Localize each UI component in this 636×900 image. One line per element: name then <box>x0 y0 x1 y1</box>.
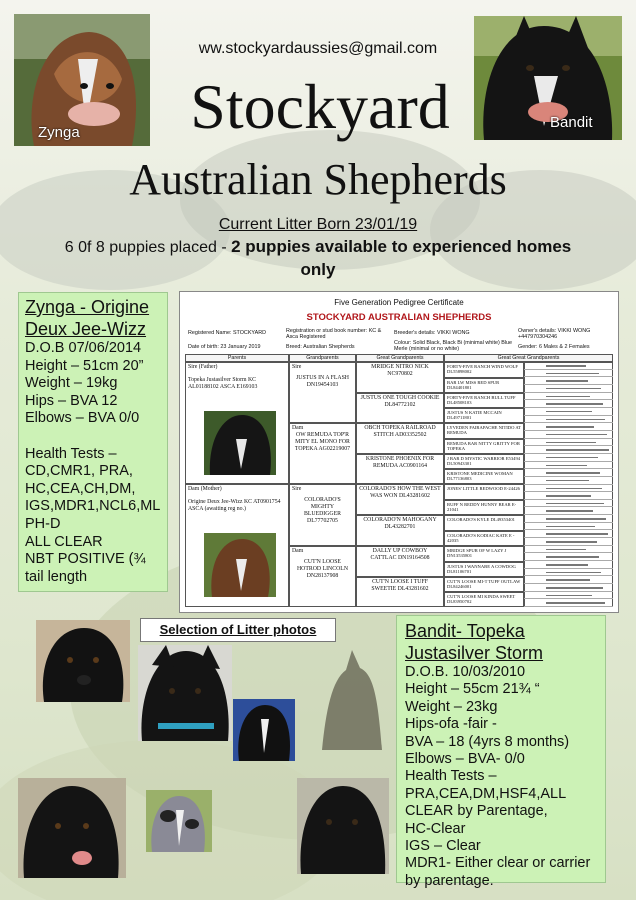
fifth-generation-row <box>524 500 613 508</box>
fifth-generation-text-line <box>546 434 607 436</box>
colour-info: Colour: Solid Black, Black Bi (minimal white) Blue Merle (minimal or no white) <box>394 340 513 353</box>
title-stockyard: Stockyard <box>190 71 450 142</box>
bandit-line: Elbows – BVA- 0/0 <box>405 751 525 768</box>
fifth-generation-row <box>524 492 613 500</box>
great-great-grandparent-cell: COLORADO'S KYLE DL49353401 <box>444 515 524 531</box>
zynga-line: tail length <box>25 568 88 585</box>
grandparent-name: CUT'N LOOSE HOTROD LINCOLN DN28137908 <box>296 559 349 579</box>
great-great-grandparent-cell: MRIDGE SPUR OF W LAZY J DN13535801 <box>444 546 524 562</box>
puppy-photo <box>233 699 295 761</box>
grandparent-cell <box>289 362 356 423</box>
fifth-generation-row <box>524 454 613 462</box>
bandit-line: MDR1- Either clear or carrier <box>405 855 591 872</box>
fifth-generation-text-line <box>546 480 589 482</box>
grandparent-cell <box>289 546 356 607</box>
grandparent-cell <box>289 484 356 546</box>
great-grandparent-cell: COLORADO'N MAHOGANY DL43282701 <box>356 515 444 546</box>
fifth-generation-text-line <box>546 442 596 444</box>
great-grandparent-cell: JUSTUS ONE TOUGH COOKIE DL84772102 <box>356 393 444 423</box>
bandit-line: Health Tests – <box>405 768 497 785</box>
great-grandparent-cell: OBCH TOPEKA RAILROAD STITCH AD03352502 <box>356 423 444 454</box>
fifth-generation-row <box>524 377 613 385</box>
bandit-line: IGS – Clear <box>405 838 481 855</box>
breeder-info: Breeder's details: VIKKI WONG <box>394 330 470 336</box>
date-of-birth: Date of birth: 23 January 2019 <box>188 344 261 350</box>
zynga-line: NBT POSITIVE (¾ <box>25 551 146 568</box>
fifth-generation-text-line <box>546 503 604 505</box>
zynga-info-box <box>18 292 168 592</box>
great-grandparent-cell: COLORADO'S HOW THE WEST WAS WON DL43281602 <box>356 484 444 515</box>
fifth-generation-text-line <box>546 602 605 604</box>
certificate-title: Five Generation Pedigree Certificate <box>334 298 464 307</box>
email-address: ww.stockyardaussies@gmail.com <box>198 40 438 57</box>
bandit-line: Hips-ofa -fair - <box>405 716 497 733</box>
fifth-generation-text-line <box>546 403 603 405</box>
fifth-generation-row <box>524 561 613 569</box>
fifth-generation-row <box>524 446 613 454</box>
grandparent-cell <box>289 423 356 484</box>
fifth-generation-row <box>524 515 613 523</box>
fifth-generation-row <box>524 370 613 378</box>
available-text: 2 puppies available to experienced homes only <box>231 237 572 279</box>
placed-text: 6 0f 8 puppies placed - <box>64 239 232 256</box>
zynga-line: Elbows – BVA 0/0 <box>25 410 140 427</box>
fifth-generation-row <box>524 469 613 477</box>
zynga-line: Health Tests – <box>25 445 117 462</box>
owner-info: Owner's details: VIKKI WONG +447970304246 <box>518 328 591 341</box>
zynga-line: D.O.B 07/06/2014 <box>25 340 142 356</box>
col-header-great-grandparents: Great Grandparents <box>356 354 444 362</box>
dam-cell <box>185 484 289 607</box>
zynga-caption: Zynga <box>38 124 80 141</box>
fifth-generation-row <box>524 416 613 424</box>
fifth-generation-row <box>524 400 613 408</box>
fifth-generation-row <box>524 553 613 561</box>
breed-info: Breed: Australian Shepherds <box>286 344 355 350</box>
fifth-generation-row <box>524 385 613 393</box>
grandparent-relation: Sire <box>292 486 302 492</box>
bandit-caption: Bandit <box>550 114 593 131</box>
fifth-generation-row <box>524 431 613 439</box>
fifth-generation-row <box>524 439 613 447</box>
great-great-grandparent-cell: KRISTONE MEDICINE WOMAN DL77136803 <box>444 469 524 484</box>
puppy-photo <box>297 778 389 874</box>
fifth-generation-text-line <box>546 472 600 474</box>
fifth-generation-text-line <box>546 579 590 581</box>
grandparent-name: COLORADO'S MIGHTY BLUEDIGGER DL77702705 <box>303 497 342 524</box>
litter-info <box>60 214 576 282</box>
grandparent-name: OW REMUDA TOP'R MITY EL MONO FOR TOPEKA AG02219007 <box>294 432 351 452</box>
fifth-generation-row <box>524 362 613 370</box>
sire-label: Sire (Father) <box>188 364 218 370</box>
bandit-line: by parentage. <box>405 872 494 889</box>
zynga-heading: Zynga - Origine Deux Jee-Wizz <box>25 297 150 339</box>
adult-dog-silhouette <box>312 640 392 760</box>
puppy-photo <box>36 620 130 702</box>
registration-info: Registration or stud book number: KC & Asca Registered <box>286 328 382 341</box>
fifth-generation-row <box>524 592 613 600</box>
great-great-grandparent-cell: RUFF N REDDY HUNNY BEAR E-21041 <box>444 500 524 516</box>
bandit-line: BVA – 18 (4yrs 8 months) <box>405 733 570 750</box>
col-header-great-great-grandparents: Great Great Grandparents <box>444 354 613 362</box>
great-grandparent-cell: DALLY UP COWBOY CATTLAC DN19164508 <box>356 546 444 577</box>
zynga-line: Height – 51cm 20” <box>25 357 144 374</box>
bandit-line: HC-Clear <box>405 820 466 837</box>
fifth-generation-text-line <box>546 396 590 398</box>
fifth-generation-row <box>524 538 613 546</box>
fifth-generation-row <box>524 485 613 493</box>
fifth-generation-text-line <box>546 465 587 467</box>
puppy-photo <box>18 778 126 878</box>
litter-photos-label: Selection of Litter photos <box>140 618 336 642</box>
col-header-grandparents: Grandparents <box>289 354 356 362</box>
fifth-generation-text-line <box>546 380 588 382</box>
great-great-grandparent-cell: JONES' LITTLE REDWOOD E-24426 <box>444 484 524 500</box>
fifth-generation-text-line <box>546 365 586 367</box>
fifth-generation-row <box>524 584 613 592</box>
registered-name: Registered Name: STOCKYARD <box>188 330 266 336</box>
fifth-generation-text-line <box>546 419 605 421</box>
fifth-generation-row <box>524 393 613 401</box>
fifth-generation-row <box>524 477 613 485</box>
bandit-info-box <box>396 615 606 889</box>
zynga-line: PH-D <box>25 515 61 532</box>
fifth-generation-text-line <box>546 541 597 543</box>
bandit-line: Weight – 23kg <box>405 698 498 715</box>
fifth-generation-text-line <box>546 549 586 551</box>
title-australian-shepherds: Australian Shepherds <box>129 155 507 204</box>
sire-cell <box>185 362 289 484</box>
fifth-generation-row <box>524 408 613 416</box>
fifth-generation-row <box>524 530 613 538</box>
zynga-line: CD,CMR1, PRA, <box>25 463 133 480</box>
gender-info: Gender: 6 Males & 2 Females <box>518 344 590 350</box>
great-great-grandparent-cell: JUSTUS N KATIE MCCAIN DL49711801 <box>444 408 524 423</box>
zynga-line: HC,CEA,CH,DM, <box>25 480 136 497</box>
litter-born-line: Current Litter Born 23/01/19 <box>218 216 418 233</box>
fifth-generation-text-line <box>546 388 601 390</box>
fifth-generation-row <box>524 599 613 607</box>
fifth-generation-row <box>524 462 613 470</box>
great-great-grandparent-cell: COLORADO'S KODIAC KATE E - 42035 <box>444 531 524 547</box>
grandparent-name: JUSTUS IN A FLASH DN19454103 <box>296 375 349 388</box>
zynga-line: IGS,MDR1,NCL6,ML <box>25 498 161 515</box>
fifth-generation-text-line <box>546 457 598 459</box>
fifth-generation-text-line <box>546 587 603 589</box>
great-great-grandparent-cell: J BAR D MYSTIC WARRIOR E53494 DL50943301 <box>444 454 524 469</box>
zynga-line: Weight – 19kg <box>25 375 118 392</box>
bandit-line: CLEAR by Parentage, <box>405 803 548 820</box>
pedigree-certificate <box>179 291 619 613</box>
fifth-generation-text-line <box>546 526 595 528</box>
fifth-generation-row <box>524 423 613 431</box>
certificate-kennel-name: STOCKYARD AUSTRALIAN SHEPHERDS <box>306 312 492 323</box>
great-great-grandparent-cell: BAR LW MISS RED SPUR DL84401801 <box>444 378 524 394</box>
zynga-line: ALL CLEAR <box>25 533 103 550</box>
great-grandparent-cell: KRISTONE PHOENIX FOR REMUDA AC0901164 <box>356 454 444 484</box>
fifth-generation-row <box>524 523 613 531</box>
fifth-generation-text-line <box>546 373 599 375</box>
great-great-grandparent-cell: FORTY-FIVE RANCH WIND WOLF DL55898002 <box>444 362 524 378</box>
grandparent-relation: Sire <box>292 364 302 370</box>
zynga-line <box>25 428 161 446</box>
dam-label: Dam (Mother) <box>188 486 222 492</box>
fifth-generation-text-line <box>546 495 591 497</box>
fifth-generation-text-line <box>546 572 601 574</box>
fifth-generation-row <box>524 546 613 554</box>
fifth-generation-row <box>524 569 613 577</box>
grandparent-relation: Dam <box>292 425 304 431</box>
bandit-line: Height – 55cm 21¾ “ <box>405 681 540 698</box>
fifth-generation-text-line <box>546 426 594 428</box>
fifth-generation-text-line <box>546 518 606 520</box>
fifth-generation-text-line <box>546 564 588 566</box>
fifth-generation-text-line <box>546 595 592 597</box>
fifth-generation-text-line <box>546 488 602 490</box>
fifth-generation-text-line <box>546 556 599 558</box>
great-great-grandparent-cell: REMUDA BAR NITTY GRITTY FOR TOPEKA <box>444 439 524 455</box>
fifth-generation-row <box>524 507 613 515</box>
dam-photo <box>204 533 276 597</box>
fifth-generation-text-line <box>546 449 609 451</box>
great-great-grandparent-cell: LYVEDEN FAIRAPACHE NITIDO AT REMUDA <box>444 423 524 439</box>
fifth-generation-row <box>524 576 613 584</box>
great-great-grandparent-cell: FORTY-FIVE RANCH BULL TUFF DL48508103 <box>444 393 524 408</box>
puppy-photo <box>138 645 232 741</box>
great-great-grandparent-cell: JUSTUS I WANNABE A COWDOG DL81106701 <box>444 562 524 578</box>
sire-photo <box>204 411 276 475</box>
fifth-generation-text-line <box>546 533 608 535</box>
bandit-line: PRA,CEA,DM,HSF4,ALL <box>405 785 567 802</box>
col-header-parents: Parents <box>185 354 289 362</box>
bandit-line: D.O.B. 10/03/2010 <box>405 664 526 680</box>
bandit-heading: Bandit- Topeka Justasilver Storm <box>405 621 544 663</box>
great-grandparent-cell: MRIDGE NITRO NICK NC970802 <box>356 362 444 393</box>
great-great-grandparent-cell: CUT'N LOOSE MI-T TUFF OUTLAW DL84246001 <box>444 577 524 592</box>
great-grandparent-cell: CUT'N LOOSE I TUFF SWEETIE DL43281602 <box>356 577 444 607</box>
zynga-line: Hips – BVA 12 <box>25 392 118 409</box>
pedigree-table <box>185 354 613 607</box>
grandparent-relation: Dam <box>292 548 304 554</box>
great-great-grandparent-cell: CUT'N LOOSE MI KINDA SWEET DL83950702 <box>444 592 524 607</box>
fifth-generation-text-line <box>546 411 592 413</box>
fifth-generation-text-line <box>546 510 593 512</box>
sire-details: Topeka Justasilver Storm KC AL01188102 ASCA E169103 <box>188 377 258 390</box>
dam-details: Origine Deux Jee-Wizz KC AT0901754 ASCA (awaiting reg no.) <box>188 499 281 512</box>
puppy-photo <box>146 790 212 852</box>
